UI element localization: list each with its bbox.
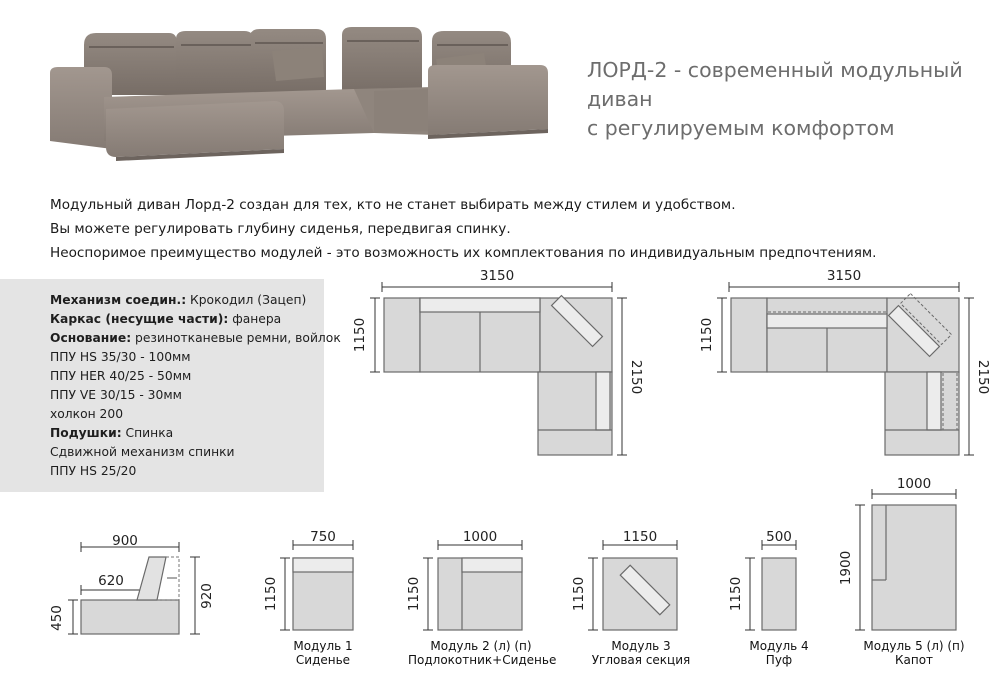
spec-line: Основание: резинотканевые ремни, войлок	[50, 331, 341, 345]
module-5-drawing	[838, 474, 964, 638]
specs-panel	[0, 279, 341, 492]
module-4-drawing	[730, 528, 810, 638]
spec-line: Каркас (несущие части): фанера	[50, 312, 282, 326]
layout-b-side: 2150	[975, 359, 991, 395]
layout-b-depth: 1150	[699, 317, 715, 353]
module-2-depth: 1150	[406, 576, 422, 612]
intro-line-2: Вы можете регулировать глубину сиденья, передвигая спинку.	[50, 221, 511, 237]
module-1-depth: 1150	[263, 576, 279, 612]
module-1-caption: Модуль 1 Сиденье	[293, 639, 353, 667]
profile-back-height: 920	[199, 583, 215, 609]
title-line-2: с регулируемым комфортом	[587, 116, 895, 140]
module-5-depth: 1900	[838, 550, 854, 586]
layout-b-width: 3150	[826, 268, 862, 284]
intro-text	[50, 193, 877, 265]
module-4-caption: Модуль 4 Пуф	[749, 639, 809, 667]
layout-plan-a	[350, 262, 650, 462]
title-line-1: ЛОРД-2 - современный модульный диван	[587, 58, 963, 111]
module-1-width: 750	[310, 529, 336, 545]
spec-line: Подушки: Спинка	[50, 426, 174, 440]
layout-plan-b	[697, 262, 997, 462]
spec-line: ППУ VE 30/15 - 30мм	[50, 388, 182, 402]
module-3-width: 1150	[622, 529, 658, 545]
layout-a-depth: 1150	[352, 317, 368, 353]
spec-line: Сдвижной механизм спинки	[50, 445, 235, 459]
module-4-depth: 1150	[728, 576, 744, 612]
profile-seat-height: 450	[49, 605, 65, 631]
module-4-width: 500	[766, 529, 792, 545]
module-5-caption: Модуль 5 (л) (п) Капот	[863, 639, 965, 667]
profile-seat-depth: 620	[98, 573, 124, 589]
intro-line-3: Неоспоримое преимущество модулей - это возможность их комплектования по индивидуальным предпочтениям.	[50, 245, 877, 261]
module-1-drawing	[265, 528, 365, 638]
sofa-image	[44, 25, 554, 180]
layout-a-width: 3150	[479, 268, 515, 284]
spec-line: ППУ HS 25/20	[50, 464, 137, 478]
module-2-drawing	[408, 528, 548, 638]
module-3-drawing	[573, 528, 693, 638]
module-3-depth: 1150	[571, 576, 587, 612]
layout-a-side: 2150	[628, 359, 644, 395]
page-title	[587, 56, 997, 143]
profile-total-depth: 900	[112, 533, 138, 549]
module-2-caption: Модуль 2 (л) (п) Подлокотник+Сиденье	[408, 639, 557, 667]
intro-line-1: Модульный диван Лорд-2 создан для тех, кто не станет выбирать между стилем и удобством.	[50, 197, 736, 213]
spec-line: ППУ HS 35/30 - 100мм	[50, 350, 191, 364]
module-3-caption: Модуль 3 Угловая секция	[591, 639, 691, 667]
spec-line: холкон 200	[50, 407, 124, 421]
spec-line: Механизм соедин.: Крокодил (Зацеп)	[50, 293, 307, 307]
spec-line: ППУ HER 40/25 - 50мм	[50, 369, 192, 383]
side-profile	[45, 530, 225, 640]
module-2-width: 1000	[462, 529, 498, 545]
module-5-width: 1000	[896, 476, 932, 492]
